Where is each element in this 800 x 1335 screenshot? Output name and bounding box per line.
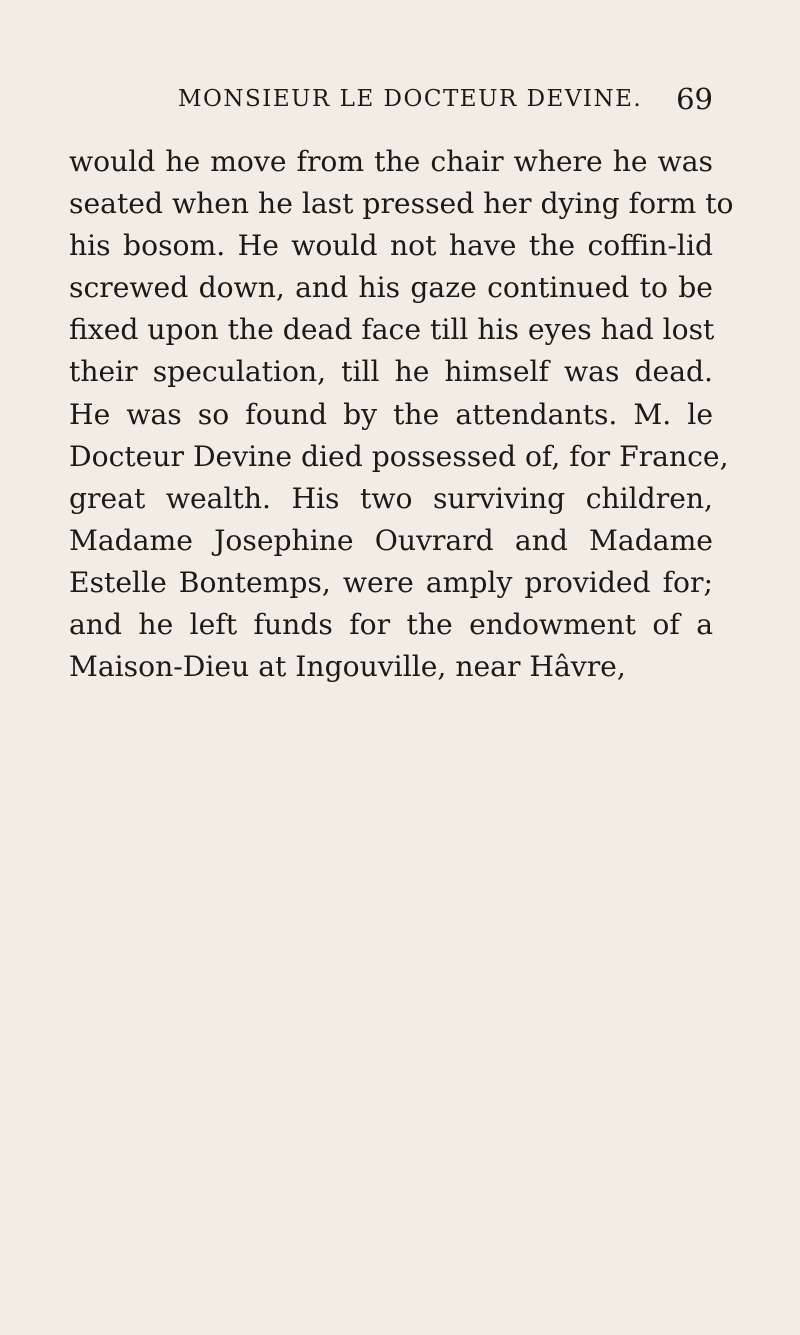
text-line: would he move from the chair where he was	[69, 145, 713, 178]
body-paragraph	[69, 141, 734, 688]
text-line: great wealth. His two surviving children,	[69, 481, 713, 515]
text-line: Docteur Devine died possessed of, for France,	[69, 439, 729, 473]
page-number: 69	[676, 82, 713, 116]
text-line: Madame Josephine Ouvrard and Madame	[69, 523, 713, 557]
text-line: Maison-Dieu at Ingouville, near Hâvre,	[69, 650, 626, 684]
text-line: their speculation, till he himself was dead.	[69, 355, 713, 389]
text-line: fixed upon the dead face till his eyes had lost	[69, 313, 715, 347]
text-line: seated when he last pressed her dying form to	[69, 187, 734, 221]
text-line: screwed down, and his gaze continued to be	[69, 271, 713, 305]
text-line: Estelle Bontemps, were amply provided for;	[69, 565, 713, 599]
running-title: MONSIEUR LE DOCTEUR DEVINE.	[178, 86, 643, 112]
text-line: his bosom. He would not have the coffin-lid	[69, 229, 713, 263]
running-head	[178, 82, 713, 122]
text-line: He was so found by the attendants. M. le	[69, 397, 713, 431]
text-line: and he left funds for the endowment of a	[69, 608, 713, 642]
